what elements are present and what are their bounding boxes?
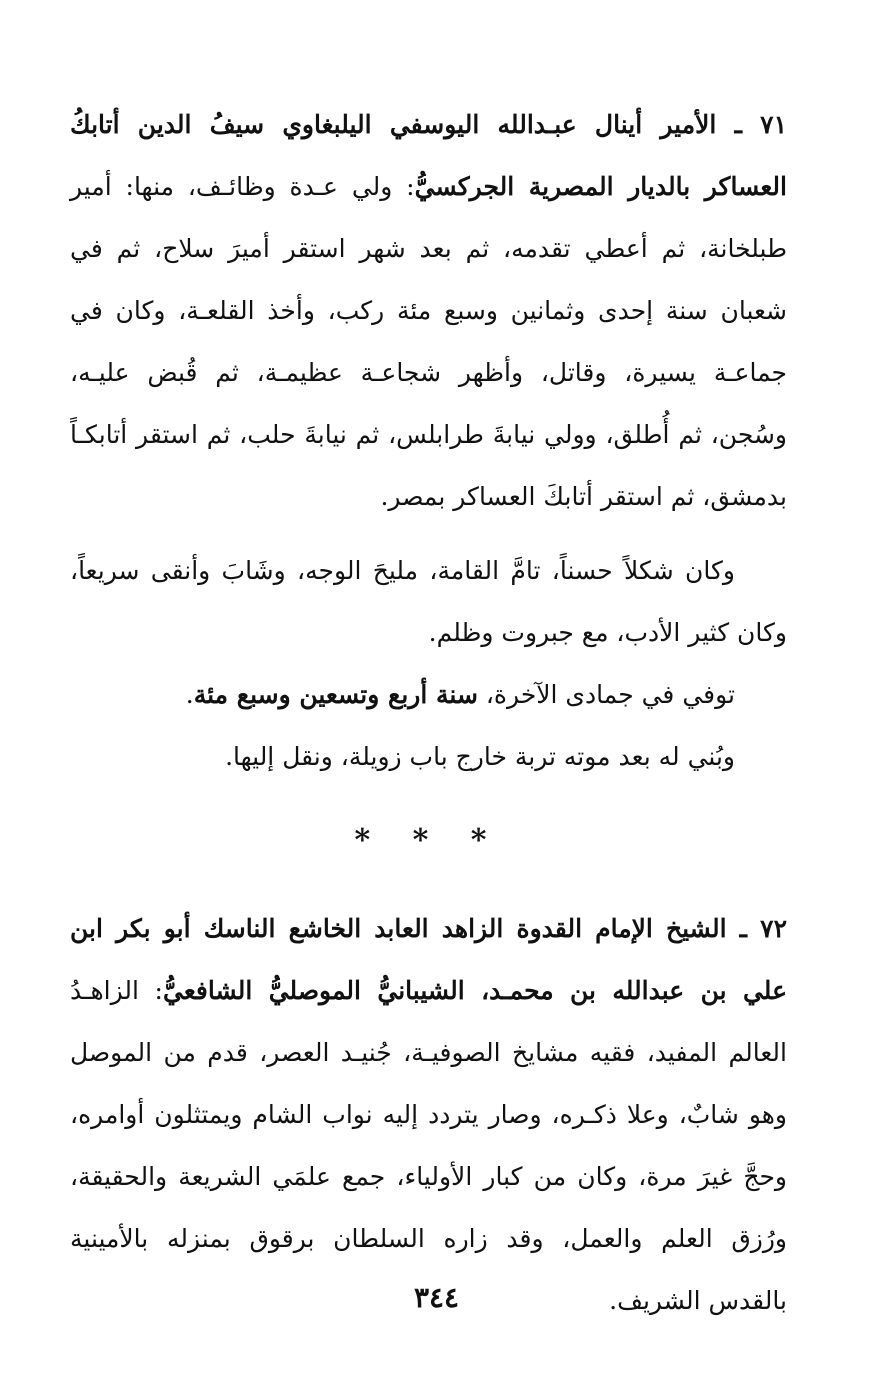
entry-71-heading-paragraph xyxy=(70,94,787,528)
section-separator: * * * xyxy=(354,823,503,858)
entry-71 xyxy=(70,94,787,788)
entry-72 xyxy=(70,898,787,1332)
entry-72-name: الشيخ الإمام القدوة الزاهد العابد الخاشع الناسك أبو بكر ابن علي بن عبدالله بن محمـد، الشيبانيُّ الموصليُّ الشافعيُّ xyxy=(70,914,787,1005)
entry-71-name: الأمير أينال عبـدالله اليوسفي اليلبغاوي سيفُ الدين أتابكُ العساكر بالديار المصرية الجركسيُّ xyxy=(70,110,787,201)
entry-71-paragraph-2: وكان شكلاً حسناً، تامَّ القامة، مليحَ الوجه، وشَابَ وأنقى سريعاً، وكان كثير الأدب، مع جبروت وظلم. xyxy=(70,556,787,647)
entry-71-paragraph-4: وبُني له بعد موته تربة خارج باب زويلة، ونقل إليها. xyxy=(225,742,735,771)
page-number: ٣٤٤ xyxy=(413,1281,460,1314)
entry-71-death-text: توفي في جمادى الآخرة، xyxy=(477,680,735,709)
page-body xyxy=(70,94,787,1332)
entry-72-heading-paragraph xyxy=(70,898,787,1332)
entry-72-number: ٧٢ ـ xyxy=(726,914,787,943)
entry-71-paragraph-3 xyxy=(70,664,787,726)
entry-71-number: ٧١ ـ xyxy=(716,110,788,139)
entry-71-first-text: : ولي عـدة وظائـف، منها: أمير طبلخانة، ثم أعطي تقدمه، ثم بعد شهر استقر أميرَ سلاح، ثم في شعبان سنة إحدى وثمانين وسبع مئة ركب، وأخذ القلعـة، وكان في جماعـة يسيرة، وقاتل، وأظهر شجاعـة عظيمـة، ثم قُبض عليـه، وسُجن، ثم أُطلق، وولي نيابةَ طرابلس، ثم نيابةَ حلب، ثم استقر أتابكـاً بدمشق، ثم استقر أتابكَ العساكر بمصر. xyxy=(70,172,787,511)
entry-72-first-text: : الزاهـدُ العالم المفيد، فقيه مشايخ الصوفيـة، جُنيـد العصر، قدم من الموصل وهو شابٌ، وعلا ذكـره، وصار يتردد إليه نواب الشام ويمتثلون أوامره، وحجَّ غيرَ مرة، وكان من كبار الأولياء، جمع علمَي الشريعة والحقيقة، ورُزق العلم والعمل، وقد زاره السلطان برقوق بمنزله بالأمينية بالقدس الشريف. xyxy=(70,976,787,1315)
entry-71-death-end: . xyxy=(185,680,194,709)
entry-71-death-year: سنة أربع وتسعين وسبع مئة xyxy=(193,680,478,709)
